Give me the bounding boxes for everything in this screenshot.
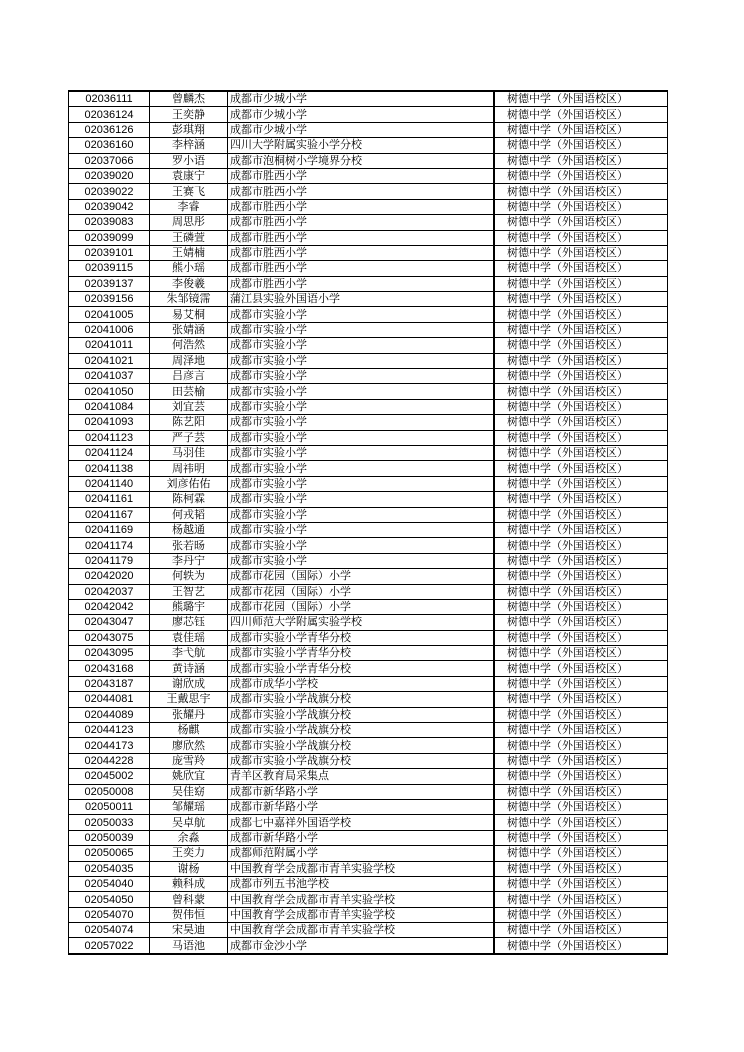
admitted-school-cell: 树德中学（外国语校区）	[495, 492, 668, 507]
student-id-cell: 02041011	[69, 338, 150, 353]
school-cell: 成都市少城小学	[228, 107, 494, 122]
student-name-cell: 贺伟恒	[150, 907, 228, 922]
student-id-cell: 02041084	[69, 399, 150, 414]
table-row	[69, 384, 668, 399]
table-row	[69, 307, 668, 322]
school-cell: 成都市实验小学	[228, 461, 494, 476]
school-cell: 成都市胜西小学	[228, 276, 494, 291]
student-id-cell: 02054074	[69, 923, 150, 938]
student-name-cell: 吕彦言	[150, 369, 228, 384]
school-cell: 成都市实验小学战旗分校	[228, 692, 494, 707]
admitted-school-cell: 树德中学（外国语校区）	[495, 907, 668, 922]
admitted-school-cell: 树德中学（外国语校区）	[495, 199, 668, 214]
table-row	[69, 276, 668, 291]
school-cell: 成都市实验小学	[228, 553, 494, 568]
student-name-cell: 周祎明	[150, 461, 228, 476]
table-row	[69, 846, 668, 861]
school-cell: 成都市胜西小学	[228, 245, 494, 260]
student-id-cell: 02041174	[69, 538, 150, 553]
table-row	[69, 569, 668, 584]
school-cell: 中国教育学会成都市青羊实验学校	[228, 892, 494, 907]
student-name-cell: 赖科成	[150, 876, 228, 891]
school-cell: 成都市实验小学	[228, 507, 494, 522]
student-id-cell: 02041140	[69, 476, 150, 491]
table-row	[69, 507, 668, 522]
student-id-cell: 02039115	[69, 261, 150, 276]
admitted-school-cell: 树德中学（外国语校区）	[495, 661, 668, 676]
student-name-cell: 何戎韬	[150, 507, 228, 522]
student-name-cell: 李睿	[150, 199, 228, 214]
student-id-cell: 02043095	[69, 646, 150, 661]
admitted-school-cell: 树德中学（外国语校区）	[495, 122, 668, 137]
school-cell: 成都市新华路小学	[228, 799, 494, 814]
student-id-cell: 02044081	[69, 692, 150, 707]
student-name-cell: 马语池	[150, 938, 228, 954]
student-name-cell: 周泽地	[150, 353, 228, 368]
school-cell: 成都市胜西小学	[228, 230, 494, 245]
table-row	[69, 892, 668, 907]
table-row	[69, 815, 668, 830]
table-row	[69, 107, 668, 122]
table-row	[69, 538, 668, 553]
school-cell: 成都市胜西小学	[228, 261, 494, 276]
school-cell: 成都市实验小学青华分校	[228, 661, 494, 676]
student-id-cell: 02042042	[69, 599, 150, 614]
student-name-cell: 王奕力	[150, 846, 228, 861]
student-id-cell: 02057022	[69, 938, 150, 954]
student-id-cell: 02041050	[69, 384, 150, 399]
table-row	[69, 799, 668, 814]
admitted-school-cell: 树德中学（外国语校区）	[495, 861, 668, 876]
table-row	[69, 261, 668, 276]
admitted-school-cell: 树德中学（外国语校区）	[495, 799, 668, 814]
table-row	[69, 153, 668, 168]
table-row	[69, 707, 668, 722]
student-name-cell: 姚欣宜	[150, 769, 228, 784]
student-id-cell: 02050033	[69, 815, 150, 830]
school-cell: 成都市新华路小学	[228, 784, 494, 799]
admitted-school-cell: 树德中学（外国语校区）	[495, 384, 668, 399]
admitted-school-cell: 树德中学（外国语校区）	[495, 430, 668, 445]
table-row	[69, 599, 668, 614]
student-name-cell: 刘彦佑佑	[150, 476, 228, 491]
admitted-school-cell: 树德中学（外国语校区）	[495, 646, 668, 661]
school-cell: 成都市胜西小学	[228, 184, 494, 199]
student-id-cell: 02041138	[69, 461, 150, 476]
student-name-cell: 李弋航	[150, 646, 228, 661]
school-cell: 四川大学附属实验小学分校	[228, 138, 494, 153]
admission-table	[68, 90, 668, 955]
student-id-cell: 02036160	[69, 138, 150, 153]
school-cell: 成都市胜西小学	[228, 168, 494, 183]
student-name-cell: 熊璐宇	[150, 599, 228, 614]
admitted-school-cell: 树德中学（外国语校区）	[495, 168, 668, 183]
admitted-school-cell: 树德中学（外国语校区）	[495, 738, 668, 753]
table-row	[69, 492, 668, 507]
student-id-cell: 02043168	[69, 661, 150, 676]
student-name-cell: 黄诗涵	[150, 661, 228, 676]
school-cell: 成都市实验小学战旗分校	[228, 738, 494, 753]
table-row	[69, 630, 668, 645]
table-row	[69, 784, 668, 799]
student-name-cell: 李梓涵	[150, 138, 228, 153]
admitted-school-cell: 树德中学（外国语校区）	[495, 815, 668, 830]
admitted-school-cell: 树德中学（外国语校区）	[495, 230, 668, 245]
school-cell: 成都市新华路小学	[228, 830, 494, 845]
school-cell: 成都市实验小学	[228, 307, 494, 322]
student-id-cell: 02042037	[69, 584, 150, 599]
student-name-cell: 王婧楠	[150, 245, 228, 260]
school-cell: 成都市实验小学	[228, 338, 494, 353]
school-cell: 青羊区教育局采集点	[228, 769, 494, 784]
admitted-school-cell: 树德中学（外国语校区）	[495, 615, 668, 630]
student-id-cell: 02044228	[69, 753, 150, 768]
school-cell: 成都市实验小学	[228, 522, 494, 537]
student-id-cell: 02054040	[69, 876, 150, 891]
school-cell: 成都市实验小学	[228, 430, 494, 445]
school-cell: 成都市花园（国际）小学	[228, 584, 494, 599]
student-name-cell: 杨麒	[150, 723, 228, 738]
admitted-school-cell: 树德中学（外国语校区）	[495, 445, 668, 460]
student-id-cell: 02039083	[69, 215, 150, 230]
student-id-cell: 02041005	[69, 307, 150, 322]
table-row	[69, 292, 668, 307]
admitted-school-cell: 树德中学（外国语校区）	[495, 846, 668, 861]
table-row	[69, 522, 668, 537]
student-id-cell: 02044173	[69, 738, 150, 753]
table-row	[69, 91, 668, 107]
admitted-school-cell: 树德中学（外国语校区）	[495, 107, 668, 122]
school-cell: 成都市实验小学	[228, 384, 494, 399]
student-id-cell: 02050011	[69, 799, 150, 814]
admitted-school-cell: 树德中学（外国语校区）	[495, 753, 668, 768]
student-id-cell: 02050008	[69, 784, 150, 799]
student-id-cell: 02041021	[69, 353, 150, 368]
school-cell: 成都市实验小学战旗分校	[228, 753, 494, 768]
admitted-school-cell: 树德中学（外国语校区）	[495, 553, 668, 568]
admitted-school-cell: 树德中学（外国语校区）	[495, 569, 668, 584]
student-id-cell: 02054050	[69, 892, 150, 907]
student-name-cell: 王赛飞	[150, 184, 228, 199]
school-cell: 成都市实验小学青华分校	[228, 630, 494, 645]
admitted-school-cell: 树德中学（外国语校区）	[495, 91, 668, 107]
student-id-cell: 02054070	[69, 907, 150, 922]
student-name-cell: 廖欣然	[150, 738, 228, 753]
school-cell: 成都市花园（国际）小学	[228, 599, 494, 614]
table-body	[69, 91, 668, 954]
admitted-school-cell: 树德中学（外国语校区）	[495, 215, 668, 230]
school-cell: 成都师范附属小学	[228, 846, 494, 861]
admitted-school-cell: 树德中学（外国语校区）	[495, 692, 668, 707]
school-cell: 成都七中嘉祥外国语学校	[228, 815, 494, 830]
student-id-cell: 02041037	[69, 369, 150, 384]
student-name-cell: 张若旸	[150, 538, 228, 553]
school-cell: 成都市实验小学	[228, 445, 494, 460]
student-name-cell: 王磷萱	[150, 230, 228, 245]
admitted-school-cell: 树德中学（外国语校区）	[495, 707, 668, 722]
student-id-cell: 02050039	[69, 830, 150, 845]
table-row	[69, 353, 668, 368]
school-cell: 成都市实验小学战旗分校	[228, 723, 494, 738]
admitted-school-cell: 树德中学（外国语校区）	[495, 369, 668, 384]
table-row	[69, 769, 668, 784]
student-name-cell: 严子芸	[150, 430, 228, 445]
student-id-cell: 02043047	[69, 615, 150, 630]
school-cell: 中国教育学会成都市青羊实验学校	[228, 861, 494, 876]
student-name-cell: 李俊羲	[150, 276, 228, 291]
student-name-cell: 庞雪羚	[150, 753, 228, 768]
student-name-cell: 廖芯钰	[150, 615, 228, 630]
student-id-cell: 02045002	[69, 769, 150, 784]
student-name-cell: 余淼	[150, 830, 228, 845]
table-row	[69, 399, 668, 414]
student-name-cell: 张耀丹	[150, 707, 228, 722]
admitted-school-cell: 树德中学（外国语校区）	[495, 676, 668, 691]
student-name-cell: 易艾桐	[150, 307, 228, 322]
student-id-cell: 02041123	[69, 430, 150, 445]
admitted-school-cell: 树德中学（外国语校区）	[495, 584, 668, 599]
table-row	[69, 861, 668, 876]
student-name-cell: 吴佳窈	[150, 784, 228, 799]
student-name-cell: 宋昊迪	[150, 923, 228, 938]
table-row	[69, 338, 668, 353]
school-cell: 成都市实验小学	[228, 353, 494, 368]
student-name-cell: 彭琪翔	[150, 122, 228, 137]
table-row	[69, 168, 668, 183]
student-name-cell: 曾麟杰	[150, 91, 228, 107]
admitted-school-cell: 树德中学（外国语校区）	[495, 476, 668, 491]
student-name-cell: 张婧涵	[150, 322, 228, 337]
table-row	[69, 476, 668, 491]
student-id-cell: 02044089	[69, 707, 150, 722]
admitted-school-cell: 树德中学（外国语校区）	[495, 923, 668, 938]
student-name-cell: 陈柯霖	[150, 492, 228, 507]
student-id-cell: 02039042	[69, 199, 150, 214]
table-row	[69, 738, 668, 753]
admitted-school-cell: 树德中学（外国语校区）	[495, 830, 668, 845]
student-name-cell: 马羽佳	[150, 445, 228, 460]
school-cell: 成都市实验小学	[228, 492, 494, 507]
admitted-school-cell: 树德中学（外国语校区）	[495, 461, 668, 476]
table-row	[69, 553, 668, 568]
student-name-cell: 王戴思宇	[150, 692, 228, 707]
table-row	[69, 753, 668, 768]
table-row	[69, 661, 668, 676]
school-cell: 成都市金沙小学	[228, 938, 494, 954]
student-id-cell: 02043075	[69, 630, 150, 645]
school-cell: 成都市胜西小学	[228, 215, 494, 230]
table-row	[69, 830, 668, 845]
table-row	[69, 584, 668, 599]
school-cell: 成都市少城小学	[228, 122, 494, 137]
student-id-cell: 02041093	[69, 415, 150, 430]
student-name-cell: 田芸榆	[150, 384, 228, 399]
table-row	[69, 184, 668, 199]
table-row	[69, 461, 668, 476]
student-name-cell: 何轶为	[150, 569, 228, 584]
table-row	[69, 615, 668, 630]
table-row	[69, 199, 668, 214]
student-name-cell: 谢欣成	[150, 676, 228, 691]
table-row	[69, 245, 668, 260]
admitted-school-cell: 树德中学（外国语校区）	[495, 522, 668, 537]
student-name-cell: 陈艺阳	[150, 415, 228, 430]
table-row	[69, 907, 668, 922]
student-id-cell: 02041006	[69, 322, 150, 337]
table-row	[69, 230, 668, 245]
table-row	[69, 692, 668, 707]
admitted-school-cell: 树德中学（外国语校区）	[495, 261, 668, 276]
table-row	[69, 138, 668, 153]
student-id-cell: 02042020	[69, 569, 150, 584]
student-id-cell: 02041124	[69, 445, 150, 460]
school-cell: 成都市成华小学校	[228, 676, 494, 691]
admitted-school-cell: 树德中学（外国语校区）	[495, 307, 668, 322]
student-id-cell: 02054035	[69, 861, 150, 876]
school-cell: 成都市实验小学战旗分校	[228, 707, 494, 722]
admitted-school-cell: 树德中学（外国语校区）	[495, 138, 668, 153]
school-cell: 成都市实验小学	[228, 476, 494, 491]
student-id-cell: 02041179	[69, 553, 150, 568]
school-cell: 成都市花园（国际）小学	[228, 569, 494, 584]
student-name-cell: 曾科蒙	[150, 892, 228, 907]
student-id-cell: 02037066	[69, 153, 150, 168]
table-row	[69, 415, 668, 430]
admitted-school-cell: 树德中学（外国语校区）	[495, 876, 668, 891]
student-id-cell: 02041167	[69, 507, 150, 522]
student-name-cell: 罗小语	[150, 153, 228, 168]
table-row	[69, 938, 668, 954]
table-row	[69, 369, 668, 384]
school-cell: 成都市少城小学	[228, 91, 494, 107]
student-name-cell: 杨越通	[150, 522, 228, 537]
student-name-cell: 袁佳瑶	[150, 630, 228, 645]
admitted-school-cell: 树德中学（外国语校区）	[495, 245, 668, 260]
student-name-cell: 王奕静	[150, 107, 228, 122]
table-row	[69, 676, 668, 691]
school-cell: 成都市实验小学	[228, 369, 494, 384]
admitted-school-cell: 树德中学（外国语校区）	[495, 630, 668, 645]
student-id-cell: 02039099	[69, 230, 150, 245]
student-id-cell: 02036126	[69, 122, 150, 137]
admitted-school-cell: 树德中学（外国语校区）	[495, 599, 668, 614]
school-cell: 四川师范大学附属实验学校	[228, 615, 494, 630]
admitted-school-cell: 树德中学（外国语校区）	[495, 276, 668, 291]
student-id-cell: 02039022	[69, 184, 150, 199]
school-cell: 中国教育学会成都市青羊实验学校	[228, 907, 494, 922]
admitted-school-cell: 树德中学（外国语校区）	[495, 184, 668, 199]
admitted-school-cell: 树德中学（外国语校区）	[495, 338, 668, 353]
school-cell: 成都市实验小学	[228, 322, 494, 337]
table-row	[69, 215, 668, 230]
student-name-cell: 王智艺	[150, 584, 228, 599]
student-name-cell: 李丹宁	[150, 553, 228, 568]
student-id-cell: 02044123	[69, 723, 150, 738]
student-id-cell: 02041169	[69, 522, 150, 537]
admitted-school-cell: 树德中学（外国语校区）	[495, 723, 668, 738]
admitted-school-cell: 树德中学（外国语校区）	[495, 507, 668, 522]
school-cell: 成都市胜西小学	[228, 199, 494, 214]
table-row	[69, 876, 668, 891]
table-row	[69, 430, 668, 445]
admitted-school-cell: 树德中学（外国语校区）	[495, 322, 668, 337]
school-cell: 成都市泡桐树小学境界分校	[228, 153, 494, 168]
student-name-cell: 袁康宁	[150, 168, 228, 183]
admitted-school-cell: 树德中学（外国语校区）	[495, 538, 668, 553]
student-id-cell: 02039101	[69, 245, 150, 260]
school-cell: 成都市实验小学	[228, 399, 494, 414]
admitted-school-cell: 树德中学（外国语校区）	[495, 292, 668, 307]
table-row	[69, 923, 668, 938]
student-id-cell: 02039156	[69, 292, 150, 307]
admitted-school-cell: 树德中学（外国语校区）	[495, 399, 668, 414]
student-name-cell: 邹耀瑶	[150, 799, 228, 814]
student-id-cell: 02039137	[69, 276, 150, 291]
student-name-cell: 熊小瑶	[150, 261, 228, 276]
admitted-school-cell: 树德中学（外国语校区）	[495, 769, 668, 784]
school-cell: 蒲江县实验外国语小学	[228, 292, 494, 307]
school-cell: 成都市实验小学青华分校	[228, 646, 494, 661]
student-name-cell: 吴卓航	[150, 815, 228, 830]
school-cell: 成都市实验小学	[228, 415, 494, 430]
student-id-cell: 02036124	[69, 107, 150, 122]
table-row	[69, 723, 668, 738]
school-cell: 成都市实验小学	[228, 538, 494, 553]
admitted-school-cell: 树德中学（外国语校区）	[495, 892, 668, 907]
admitted-school-cell: 树德中学（外国语校区）	[495, 415, 668, 430]
student-name-cell: 刘宜芸	[150, 399, 228, 414]
student-id-cell: 02041161	[69, 492, 150, 507]
student-id-cell: 02039020	[69, 168, 150, 183]
admitted-school-cell: 树德中学（外国语校区）	[495, 153, 668, 168]
table-row	[69, 122, 668, 137]
admitted-school-cell: 树德中学（外国语校区）	[495, 353, 668, 368]
table-row	[69, 322, 668, 337]
admitted-school-cell: 树德中学（外国语校区）	[495, 938, 668, 954]
student-id-cell: 02036111	[69, 91, 150, 107]
student-id-cell: 02050065	[69, 846, 150, 861]
student-name-cell: 何浩然	[150, 338, 228, 353]
student-name-cell: 谢杨	[150, 861, 228, 876]
table-row	[69, 445, 668, 460]
table-row	[69, 646, 668, 661]
school-cell: 中国教育学会成都市青羊实验学校	[228, 923, 494, 938]
school-cell: 成都市列五书池学校	[228, 876, 494, 891]
student-id-cell: 02043187	[69, 676, 150, 691]
student-name-cell: 朱邹镜霈	[150, 292, 228, 307]
student-name-cell: 周思彤	[150, 215, 228, 230]
admitted-school-cell: 树德中学（外国语校区）	[495, 784, 668, 799]
